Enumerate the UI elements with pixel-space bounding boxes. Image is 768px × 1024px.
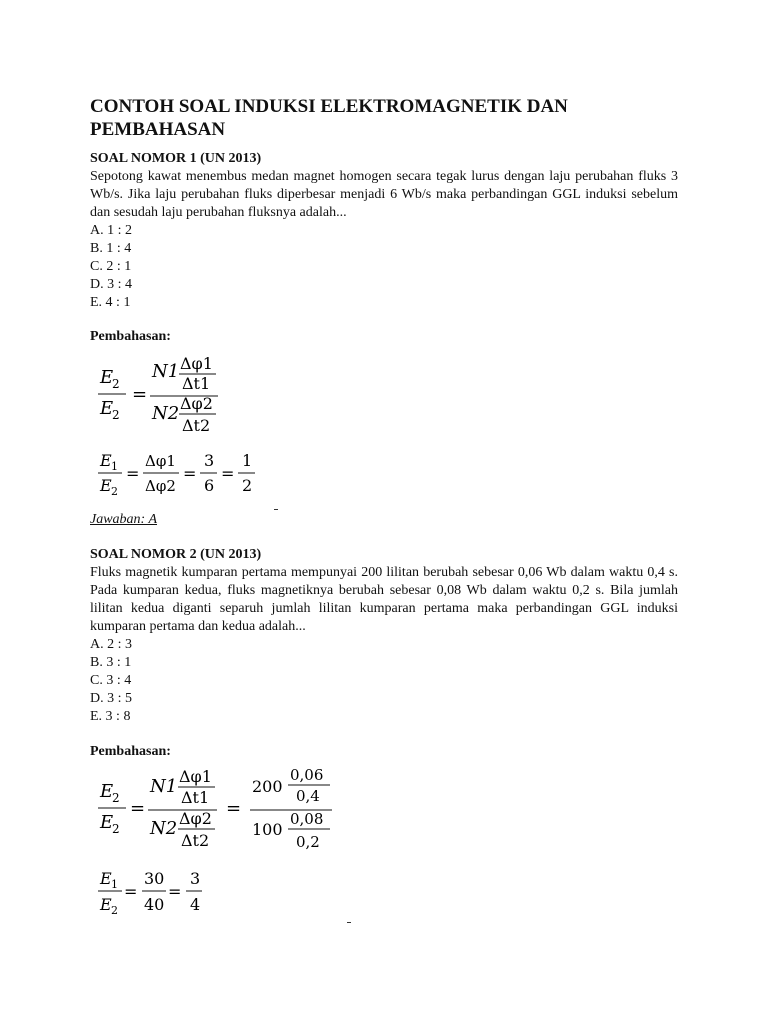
svg-text:1: 1 xyxy=(111,878,118,891)
soal-2-options xyxy=(90,636,678,726)
eq-lhs-num: E xyxy=(100,367,114,388)
soal-1-heading: SOAL NOMOR 1 (UN 2013) xyxy=(90,151,262,166)
option-e: E. 3 : 8 xyxy=(90,709,131,724)
svg-text:E: E xyxy=(100,451,112,470)
page-title: CONTOH SOAL INDUKSI ELEKTROMAGNETIK DAN PEMBAHASAN xyxy=(90,96,568,140)
soal-2-heading: SOAL NOMOR 2 (UN 2013) xyxy=(90,547,262,562)
soal-1-options xyxy=(90,222,678,312)
soal-2-section xyxy=(90,546,678,726)
svg-text:E: E xyxy=(100,476,112,495)
svg-text:2: 2 xyxy=(112,408,120,422)
svg-text:N1: N1 xyxy=(150,776,178,797)
svg-text:0,08: 0,08 xyxy=(290,810,324,828)
soal-2-equation-1 xyxy=(96,764,346,854)
svg-text:Δt2: Δt2 xyxy=(182,416,211,435)
svg-text:0,2: 0,2 xyxy=(296,833,320,851)
svg-text:E: E xyxy=(100,812,114,833)
stray-mark xyxy=(274,509,278,510)
svg-text:2: 2 xyxy=(242,476,253,495)
svg-text:40: 40 xyxy=(144,895,165,914)
option-d: D. 3 : 4 xyxy=(90,277,132,292)
option-e: E. 4 : 1 xyxy=(90,295,131,310)
option-b: B. 3 : 1 xyxy=(90,655,132,670)
svg-text:6: 6 xyxy=(204,476,215,495)
option-b: B. 1 : 4 xyxy=(90,241,132,256)
svg-text:200: 200 xyxy=(252,777,283,796)
option-a: A. 2 : 3 xyxy=(90,637,132,652)
svg-text:=: = xyxy=(132,384,148,405)
soal-1-pembahasan-label: Pembahasan: xyxy=(90,329,171,344)
stray-mark xyxy=(347,922,351,923)
svg-text:=: = xyxy=(168,882,182,901)
svg-text:4: 4 xyxy=(190,895,201,914)
svg-text:30: 30 xyxy=(144,869,165,888)
soal-2-equation-2 xyxy=(96,866,216,918)
svg-text:N2: N2 xyxy=(150,818,178,839)
svg-text:1: 1 xyxy=(111,460,118,473)
soal-1-equation-2 xyxy=(96,448,266,498)
svg-text:E: E xyxy=(100,869,112,888)
svg-text:0,4: 0,4 xyxy=(296,787,320,805)
svg-text:=: = xyxy=(126,464,140,483)
svg-text:2: 2 xyxy=(112,791,120,805)
svg-text:0,06: 0,06 xyxy=(290,766,324,784)
svg-text:=: = xyxy=(226,798,242,819)
soal-1-equation-1 xyxy=(96,355,236,437)
svg-text:Δφ1: Δφ1 xyxy=(179,767,212,786)
svg-text:2: 2 xyxy=(112,377,120,391)
svg-text:Δφ1: Δφ1 xyxy=(180,354,213,373)
svg-text:Δt2: Δt2 xyxy=(181,831,210,850)
svg-text:N1: N1 xyxy=(152,361,180,382)
svg-text:2: 2 xyxy=(111,904,118,917)
option-a: A. 1 : 2 xyxy=(90,223,132,238)
svg-text:2: 2 xyxy=(112,822,120,836)
option-c: C. 2 : 1 xyxy=(90,259,132,274)
eq-lhs-den: E xyxy=(100,398,114,419)
svg-text:E: E xyxy=(100,781,114,802)
soal-2-pembahasan-label: Pembahasan: xyxy=(90,744,171,759)
svg-text:=: = xyxy=(221,464,235,483)
option-d: D. 3 : 5 xyxy=(90,691,132,706)
soal-1-text: Sepotong kawat menembus medan magnet homogen secara tegak lurus dengan laju perubahan fluks 3 Wb/s. Jika laju perubahan fluks diperbesar menjadi 6 Wb/s maka perbandingan GGL induksi sebelum dan sesudah laju perubahan fluksnya adalah... xyxy=(90,169,678,220)
svg-text:2: 2 xyxy=(111,485,118,498)
svg-text:=: = xyxy=(130,798,146,819)
svg-text:1: 1 xyxy=(242,451,253,470)
svg-text:3: 3 xyxy=(190,869,201,888)
svg-text:Δφ2: Δφ2 xyxy=(145,477,176,495)
svg-text:3: 3 xyxy=(204,451,215,470)
svg-text:Δφ2: Δφ2 xyxy=(179,809,212,828)
svg-text:Δφ1: Δφ1 xyxy=(145,452,176,470)
svg-text:100: 100 xyxy=(252,820,283,839)
svg-text:=: = xyxy=(183,464,197,483)
svg-text:N2: N2 xyxy=(152,403,180,424)
svg-text:Δt1: Δt1 xyxy=(182,374,211,393)
svg-text:=: = xyxy=(124,882,138,901)
svg-text:E: E xyxy=(100,895,112,914)
svg-text:Δt1: Δt1 xyxy=(181,788,210,807)
soal-2-text: Fluks magnetik kumparan pertama mempunyai 200 lilitan berubah sebesar 0,06 Wb dalam waktu 0,4 s. Pada kumparan kedua, fluks magnetiknya berubah sebesar 0,08 Wb dalam waktu 0,2 s. Bila jumlah lilitan kedua diganti separuh jumlah lilitan kumparan pertama maka perbandingan GGL induksi kumparan pertama dan kedua adalah... xyxy=(90,565,678,634)
soal-1-jawaban: Jawaban: A xyxy=(90,512,158,527)
option-c: C. 3 : 4 xyxy=(90,673,132,688)
svg-text:Δφ2: Δφ2 xyxy=(180,394,213,413)
soal-1-section xyxy=(90,150,678,312)
